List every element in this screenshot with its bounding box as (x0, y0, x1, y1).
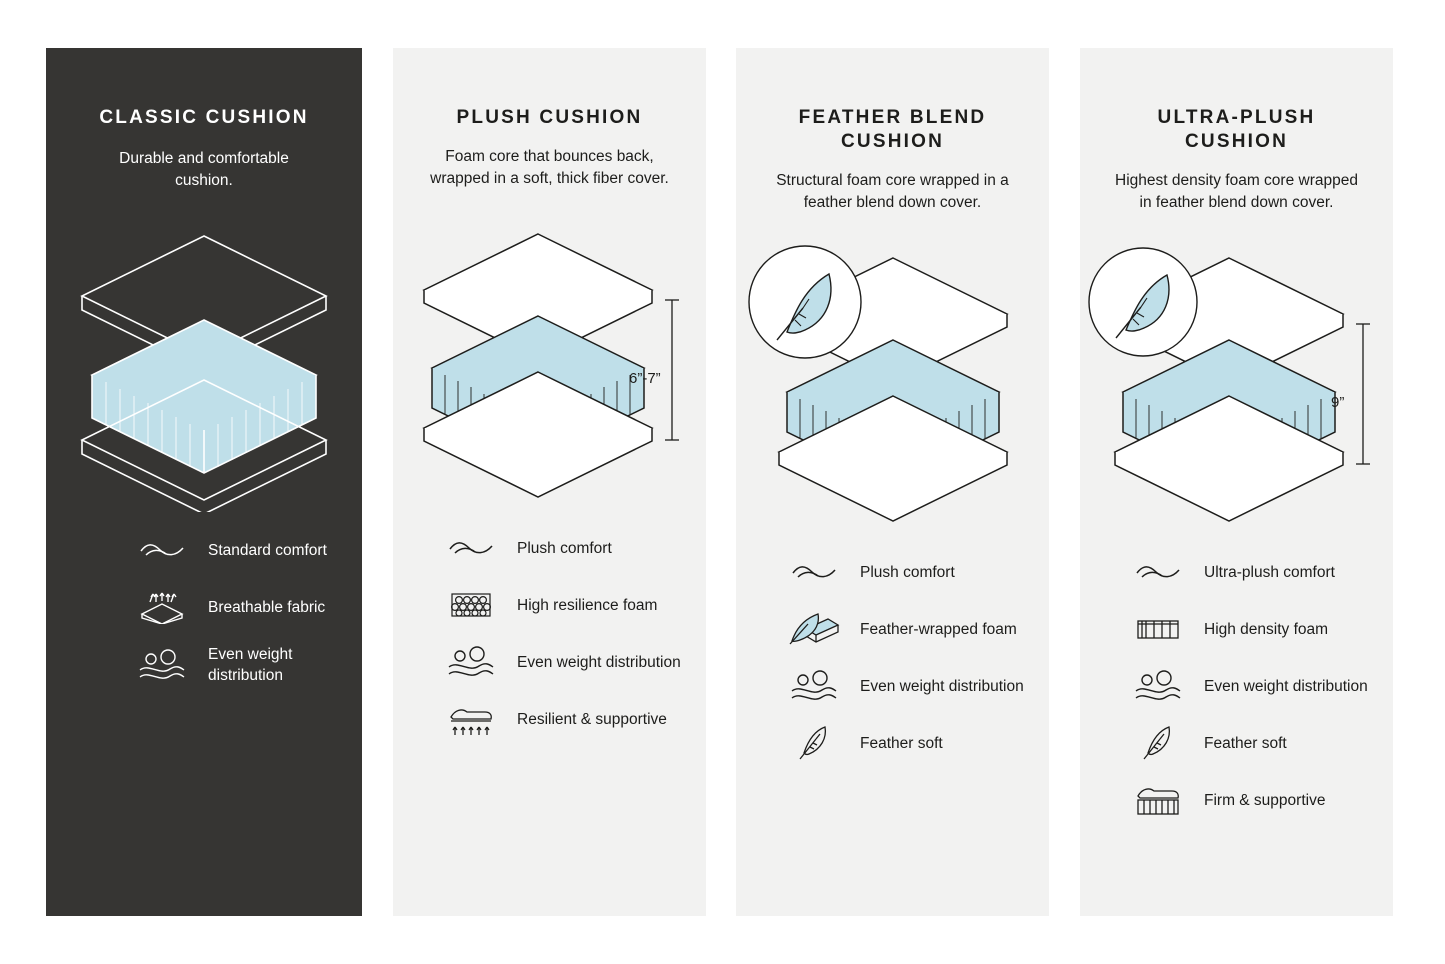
wave-icon (1130, 552, 1186, 592)
feature-label: Feather soft (860, 734, 943, 752)
weight-distribution-icon (1130, 666, 1186, 706)
weight-distribution-icon (134, 645, 190, 685)
feature-label: Resilient & supportive (517, 710, 667, 728)
card-description: Foam core that bounces back, wrapped in a soft, thick fiber cover. (430, 148, 669, 187)
feature-item (134, 530, 362, 570)
feature-item (786, 666, 1049, 706)
feature-label: Even weight distribution (517, 653, 681, 671)
feature-label: Firm & supportive (1204, 791, 1326, 809)
feature-label: Feather soft (1204, 734, 1287, 752)
dimension-label: 9” (1331, 394, 1345, 411)
cushion-card-plush[interactable] (393, 48, 706, 916)
cushion-card-classic[interactable] (46, 48, 362, 916)
resilient-support-icon (443, 699, 499, 739)
feather-wrapped-foam-icon (786, 609, 842, 649)
foam-core-layer (92, 320, 316, 473)
cushion-diagram-ultra-plush (1080, 244, 1393, 534)
feature-label: Feather-wrapped foam (860, 620, 1017, 638)
feature-item (134, 644, 362, 686)
card-description: Highest density foam core wrapped in feather blend down cover. (1115, 172, 1358, 211)
feature-item (1130, 780, 1393, 820)
cushion-card-feather-blend[interactable] (736, 48, 1049, 916)
card-title: FEATHER BLEND CUSHION (798, 107, 987, 152)
honeycomb-foam-icon (443, 585, 499, 625)
feature-label: Even weight distribution (1204, 677, 1368, 695)
high-density-foam-icon (1130, 609, 1186, 649)
feature-label: Plush comfort (860, 563, 955, 581)
feature-list (736, 552, 1049, 763)
feature-item (443, 585, 706, 625)
feature-list (46, 530, 362, 686)
feature-label: Standard comfort (208, 541, 327, 559)
feature-item (443, 642, 706, 682)
card-description: Durable and comfortable cushion. (119, 150, 289, 189)
feature-label: Ultra-plush comfort (1204, 563, 1335, 581)
feather-icon (786, 723, 842, 763)
wave-icon (134, 530, 190, 570)
feature-item (786, 723, 1049, 763)
feature-item (443, 528, 706, 568)
feature-item (1130, 609, 1393, 649)
feature-label: High resilience foam (517, 596, 658, 614)
feature-list (1080, 552, 1393, 820)
feature-label: Breathable fabric (208, 598, 326, 616)
feature-label: Even weight distribution (860, 677, 1024, 695)
feather-badge-icon (749, 246, 861, 358)
firm-support-icon (1130, 780, 1186, 820)
card-description: Structural foam core wrapped in a feather blend down cover. (776, 172, 1009, 211)
cushion-diagram-plush (393, 220, 706, 510)
dimension-line (1356, 324, 1370, 464)
feather-icon (1130, 723, 1186, 763)
cushion-diagram-feather-blend (736, 244, 1049, 534)
feature-item (1130, 666, 1393, 706)
feature-item (443, 699, 706, 739)
breathable-fabric-icon (134, 587, 190, 627)
feature-label: Plush comfort (517, 539, 612, 557)
dimension-label: 6”-7” (629, 370, 661, 387)
cushion-card-ultra-plush[interactable] (1080, 48, 1393, 916)
weight-distribution-icon (443, 642, 499, 682)
card-title: ULTRA-PLUSH CUSHION (1157, 107, 1316, 152)
wave-icon (443, 528, 499, 568)
feature-item (134, 587, 362, 627)
feature-item (1130, 723, 1393, 763)
feature-item (786, 552, 1049, 592)
cushion-diagram-classic (46, 222, 362, 512)
feature-item (1130, 552, 1393, 592)
feature-list (393, 528, 706, 739)
dimension-line (665, 300, 679, 440)
feature-label: Even weight distribution (208, 646, 293, 684)
feature-item (786, 609, 1049, 649)
card-title: CLASSIC CUSHION (99, 107, 309, 128)
wave-icon (786, 552, 842, 592)
feather-badge-icon (1089, 248, 1197, 356)
card-title: PLUSH CUSHION (456, 107, 643, 128)
feature-label: High density foam (1204, 620, 1329, 638)
weight-distribution-icon (786, 666, 842, 706)
